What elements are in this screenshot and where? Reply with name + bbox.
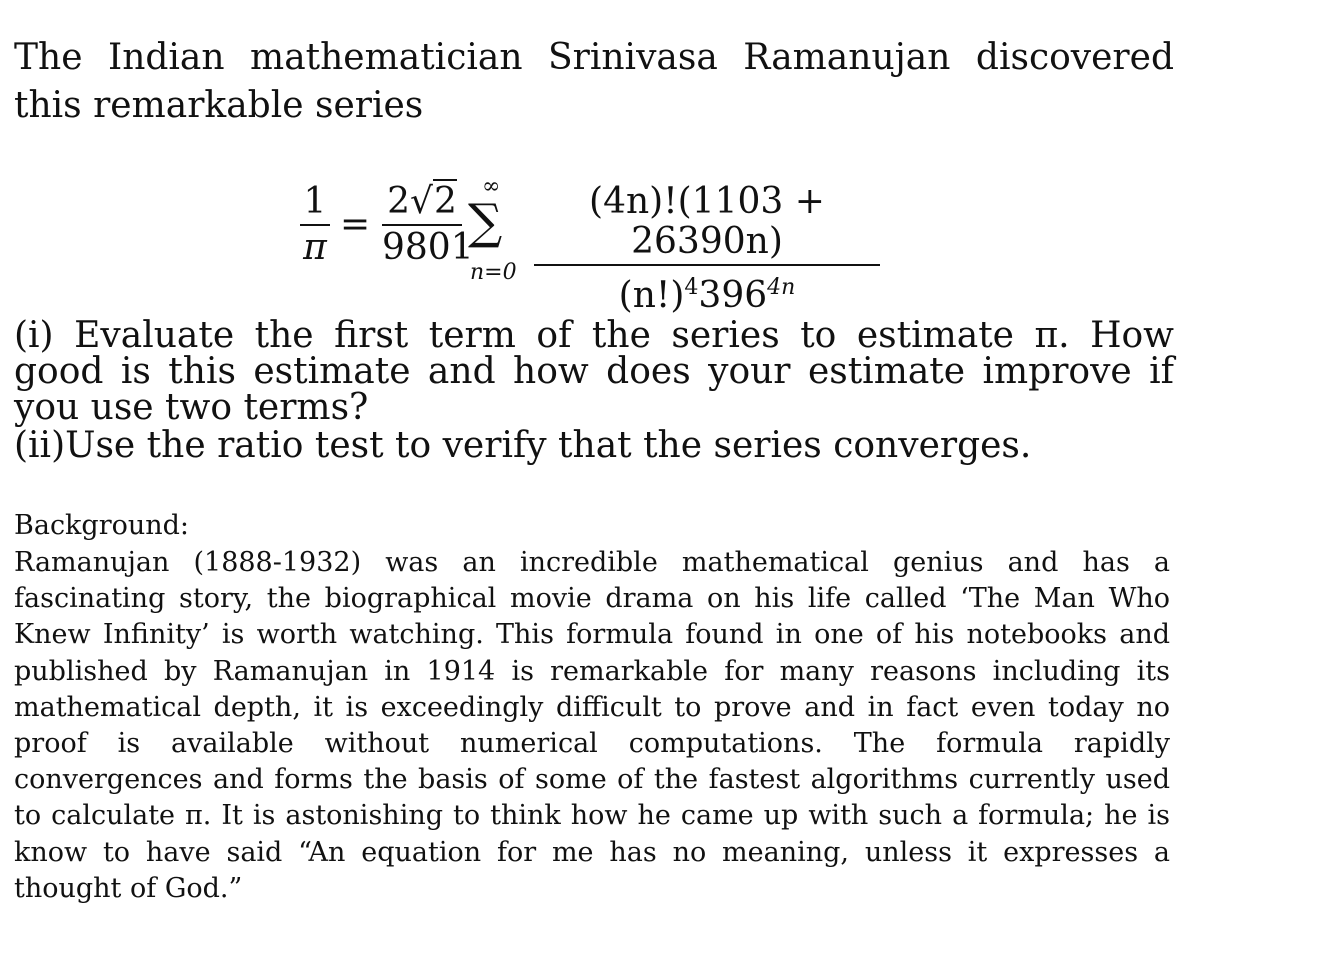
sum-upper-limit: ∞ — [482, 174, 501, 199]
term-denominator-396: 396 — [698, 275, 768, 316]
intro-paragraph: The Indian mathematician Srinivasa Ramanujan discovered this remarkable series — [14, 37, 1174, 126]
lhs-denominator: π — [303, 227, 327, 268]
term-fraction — [534, 182, 880, 316]
sqrt-icon: √ — [410, 181, 433, 222]
coefficient-fraction — [382, 181, 474, 268]
term-denominator — [534, 268, 880, 316]
lhs-fraction-bar — [300, 224, 330, 226]
question-i: (i) Evaluate the first term of the series to estimate π. How good is this estimate and how does your estimate improve if you use two terms? — [14, 315, 1174, 428]
term-denominator-factorial: (n!) — [618, 275, 685, 316]
ramanujan-series-equation — [300, 170, 900, 316]
coefficient-numerator-two: 2 — [387, 181, 411, 222]
background-heading: Background: — [14, 510, 190, 541]
coefficient-radicand: 2 — [433, 181, 457, 222]
question-ii: (ii)Use the ratio test to verify that the series converges. — [14, 425, 1032, 466]
summation-icon: ∑ — [468, 194, 503, 250]
term-denominator-exponent-4n: 4n — [767, 275, 796, 300]
sum-lower-limit: n=0 — [470, 260, 517, 285]
lhs-fraction — [300, 182, 330, 268]
equals-sign: = — [340, 204, 371, 245]
coefficient-numerator — [382, 182, 462, 222]
term-numerator: (4n)!(1103 + 26390n) — [589, 181, 825, 262]
term-fraction-bar — [534, 264, 880, 266]
background-paragraph: Ramanujan (1888-1932) was an incredible mathematical genius and has a fascinating story, the biographical movie drama on his life called ‘The Man Who Knew Infinity’ is worth watching. This formula found in one of his notebooks and published by Ramanujan in 1914 is remarkable for many reasons including its mathematical depth, it is exceedingly difficult to prove and in fact even today no proof is available without numerical computations. The formula rapidly convergences and forms the basis of some of the fastest algorithms currently used to calculate π. It is astonishing to think how he came up with such a formula; he is know to have said “An equation for me has no meaning, unless it expresses a thought of God.” — [14, 547, 1170, 904]
coefficient-fraction-bar — [382, 224, 462, 226]
lhs-numerator: 1 — [303, 181, 327, 222]
term-denominator-exponent-4: 4 — [684, 275, 699, 300]
coefficient-denominator: 9801 — [382, 227, 474, 268]
